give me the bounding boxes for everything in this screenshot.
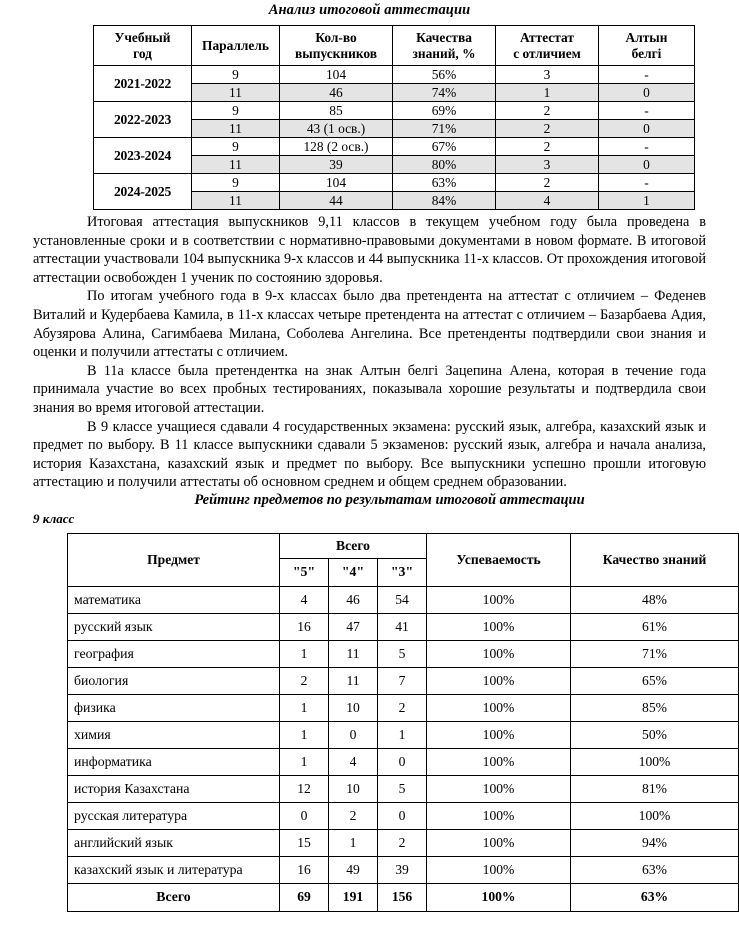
cell-mark-4: 2 [329,802,378,829]
cell-mark-4: 11 [329,667,378,694]
cell-subject: казахский язык и литература [68,856,280,883]
cell-quality: 80% [393,156,496,174]
cell-graduates: 46 [280,84,393,102]
cell-quality: 65% [571,667,739,694]
header-academic-year [94,26,192,66]
cell-certificate-honors: 2 [496,102,599,120]
cell-graduates: 43 (1 осв.) [280,120,393,138]
cell-certificate-honors: 2 [496,138,599,156]
cell-mark-3: 2 [378,694,427,721]
cell-altyn-belgi: 0 [599,120,695,138]
cell-quality: 100% [571,748,739,775]
table-row [68,640,739,667]
table-row [68,613,739,640]
cell-quality: 71% [393,120,496,138]
subsection-title-grade-9: 9 класс [33,510,75,526]
cell-performance: 100% [427,829,571,856]
attestation-table-head [94,26,695,66]
table-row [68,586,739,613]
cell-total-mark-5: 69 [280,883,329,911]
cell-total-performance: 100% [427,883,571,911]
paragraph-text: В 9 классе учащиеся сдавали 4 государственных экзамена: русский язык, алгебра, казахский язык и предмет по выбору. В 11 классе выпускники сдавали 5 экзаменов: русский язык, алгебра и начала анализа, история Казахстана, казахский язык и предмет по выбору. Все выпускники успешно прошли итоговую аттестацию и получили аттестаты об основном среднем и общем среднем образовании. [33,418,706,491]
paragraph-exams-summary [0,418,739,492]
cell-quality: 50% [571,721,739,748]
cell-mark-4: 0 [329,721,378,748]
cell-subject: физика [68,694,280,721]
table-row [68,802,739,829]
table-row [94,66,695,84]
header-certificate-line1: Аттестат [520,29,574,45]
cell-mark-4: 47 [329,613,378,640]
cell-quality: 48% [571,586,739,613]
paragraph-text: В 11а классе была претендентка на знак Алтын белгі Зацепина Алена, которая в течение года принимала участие во всех пробных тестированиях, показывала хорошие результаты и подтвердила свои знания во время итоговой аттестации. [33,362,706,416]
cell-graduates: 104 [280,174,393,192]
table-row [68,694,739,721]
header-mark-5: "5" [280,558,329,586]
cell-altyn-belgi: - [599,66,695,84]
cell-subject: история Казахстана [68,775,280,802]
cell-mark-5: 16 [280,613,329,640]
header-academic-year-line2: год [133,45,152,61]
cell-mark-5: 1 [280,640,329,667]
cell-parallel: 9 [192,138,280,156]
cell-parallel: 9 [192,174,280,192]
cell-mark-5: 0 [280,802,329,829]
cell-performance: 100% [427,667,571,694]
header-altyn-line1: Алтын [625,29,668,45]
table-row [68,775,739,802]
cell-mark-4: 4 [329,748,378,775]
table-row [68,829,739,856]
cell-performance: 100% [427,856,571,883]
document-page [0,2,739,936]
cell-altyn-belgi: 1 [599,192,695,210]
header-graduates-line1: Кол-во [315,29,357,45]
table-row [68,721,739,748]
cell-performance: 100% [427,748,571,775]
subject-rating-table-body [68,586,739,911]
cell-mark-5: 1 [280,748,329,775]
cell-performance: 100% [427,694,571,721]
paragraph-attestation-overview [0,213,739,287]
section-title-subject-rating: Рейтинг предметов по результатам итоговой аттестации [194,491,585,508]
cell-mark-4: 49 [329,856,378,883]
header-quality-line2: знаний, % [412,45,476,61]
cell-graduates: 128 (2 осв.) [280,138,393,156]
header-graduates-line2: выпускников [295,45,377,61]
table-header-row-top [68,533,739,558]
cell-mark-4: 46 [329,586,378,613]
paragraph-text: По итогам учебного года в 9-х классах было два претендента на аттестат с отличием – Феденев Виталий и Кудербаева Камила, в 11-х классах четыре претендента на аттестат с отличием – Базарбаева Адия, Абузярова Алина, Сагимбаева Милана, Соболева Ангелина. Все претенденты подтвердили свои знания и оценки и получили аттестаты с отличием. [33,288,706,361]
cell-parallel: 9 [192,102,280,120]
cell-quality: 63% [571,856,739,883]
cell-certificate-honors: 1 [496,84,599,102]
cell-mark-3: 1 [378,721,427,748]
header-mark-4: "4" [329,558,378,586]
header-altyn-line2: белгі [631,45,662,61]
cell-parallel: 11 [192,156,280,174]
cell-altyn-belgi: 0 [599,156,695,174]
cell-mark-5: 1 [280,694,329,721]
cell-altyn-belgi: 0 [599,84,695,102]
cell-subject: русский язык [68,613,280,640]
cell-mark-5: 16 [280,856,329,883]
attestation-table-body [94,66,695,210]
cell-performance: 100% [427,775,571,802]
header-academic-year-line1: Учебный [114,29,171,45]
cell-certificate-honors: 3 [496,66,599,84]
cell-academic-year: 2024-2025 [94,174,192,210]
cell-mark-3: 0 [378,802,427,829]
cell-academic-year: 2021-2022 [94,66,192,102]
paragraph-altyn-belgi-candidate [0,362,739,418]
cell-total-mark-4: 191 [329,883,378,911]
header-parallel: Параллель [192,26,280,66]
cell-mark-4: 10 [329,775,378,802]
cell-mark-3: 7 [378,667,427,694]
cell-mark-5: 2 [280,667,329,694]
attestation-table [93,25,695,210]
cell-performance: 100% [427,613,571,640]
cell-subject: биология [68,667,280,694]
cell-mark-4: 10 [329,694,378,721]
cell-total-label: Всего [68,883,280,911]
cell-graduates: 44 [280,192,393,210]
subject-rating-table-container [0,527,739,912]
narrative-section [0,213,739,492]
cell-mark-3: 0 [378,748,427,775]
cell-subject: информатика [68,748,280,775]
cell-altyn-belgi: - [599,102,695,120]
cell-certificate-honors: 2 [496,120,599,138]
cell-total-quality: 63% [571,883,739,911]
cell-mark-5: 1 [280,721,329,748]
header-certificate-honors [496,26,599,66]
cell-subject: химия [68,721,280,748]
header-quality-line1: Качества [416,29,472,45]
cell-quality: 67% [393,138,496,156]
cell-mark-4: 11 [329,640,378,667]
cell-parallel: 11 [192,120,280,138]
cell-subject: математика [68,586,280,613]
header-performance: Успеваемость [427,533,571,586]
cell-performance: 100% [427,640,571,667]
cell-mark-5: 15 [280,829,329,856]
cell-parallel: 11 [192,84,280,102]
subject-rating-table-head [68,533,739,586]
cell-certificate-honors: 2 [496,174,599,192]
cell-mark-4: 1 [329,829,378,856]
cell-mark-3: 39 [378,856,427,883]
cell-mark-3: 5 [378,775,427,802]
cell-subject: география [68,640,280,667]
cell-quality: 81% [571,775,739,802]
cell-academic-year: 2023-2024 [94,138,192,174]
cell-graduates: 104 [280,66,393,84]
table-total-row [68,883,739,911]
cell-quality: 85% [571,694,739,721]
cell-mark-3: 41 [378,613,427,640]
paragraph-text: Итоговая аттестация выпускников 9,11 классов в текущем учебном году была проведена в установленные сроки и в соответствии с нормативно-правовыми документами в новом формате. В итоговой аттестации участвовали 104 выпускника 9-х классов и 44 выпускника 11-х классов. От прохождения итоговой аттестации освобожден 1 ученик по состоянию здоровья. [33,214,706,286]
cell-academic-year: 2022-2023 [94,102,192,138]
table-row [94,174,695,192]
header-certificate-line2: с отличием [513,45,581,61]
document-title: Анализ итоговой аттестации [268,2,471,18]
cell-quality: 61% [571,613,739,640]
cell-total-mark-3: 156 [378,883,427,911]
cell-parallel: 11 [192,192,280,210]
cell-performance: 100% [427,802,571,829]
cell-graduates: 39 [280,156,393,174]
cell-quality: 100% [571,802,739,829]
paragraph-honors-candidates [0,287,739,361]
cell-altyn-belgi: - [599,174,695,192]
cell-quality: 71% [571,640,739,667]
subject-rating-table [67,533,739,912]
table-row [68,667,739,694]
cell-certificate-honors: 4 [496,192,599,210]
cell-mark-3: 54 [378,586,427,613]
header-altyn-belgi [599,26,695,66]
cell-quality: 69% [393,102,496,120]
cell-quality: 94% [571,829,739,856]
table-row [94,102,695,120]
header-quality [393,26,496,66]
cell-certificate-honors: 3 [496,156,599,174]
cell-mark-3: 2 [378,829,427,856]
header-quality-of-knowledge: Качество знаний [571,533,739,586]
cell-quality: 63% [393,174,496,192]
cell-performance: 100% [427,721,571,748]
cell-quality: 56% [393,66,496,84]
cell-subject: русская литература [68,802,280,829]
table-row [68,748,739,775]
table-header-row [94,26,695,66]
table-row [68,856,739,883]
cell-parallel: 9 [192,66,280,84]
table-row [94,138,695,156]
header-graduates [280,26,393,66]
cell-quality: 84% [393,192,496,210]
cell-altyn-belgi: - [599,138,695,156]
cell-subject: английский язык [68,829,280,856]
cell-mark-3: 5 [378,640,427,667]
cell-quality: 74% [393,84,496,102]
header-subject: Предмет [68,533,280,586]
cell-performance: 100% [427,586,571,613]
cell-mark-5: 4 [280,586,329,613]
cell-graduates: 85 [280,102,393,120]
header-total-group: Всего [280,533,427,558]
cell-mark-5: 12 [280,775,329,802]
header-mark-3: "3" [378,558,427,586]
attestation-table-container [0,19,739,210]
